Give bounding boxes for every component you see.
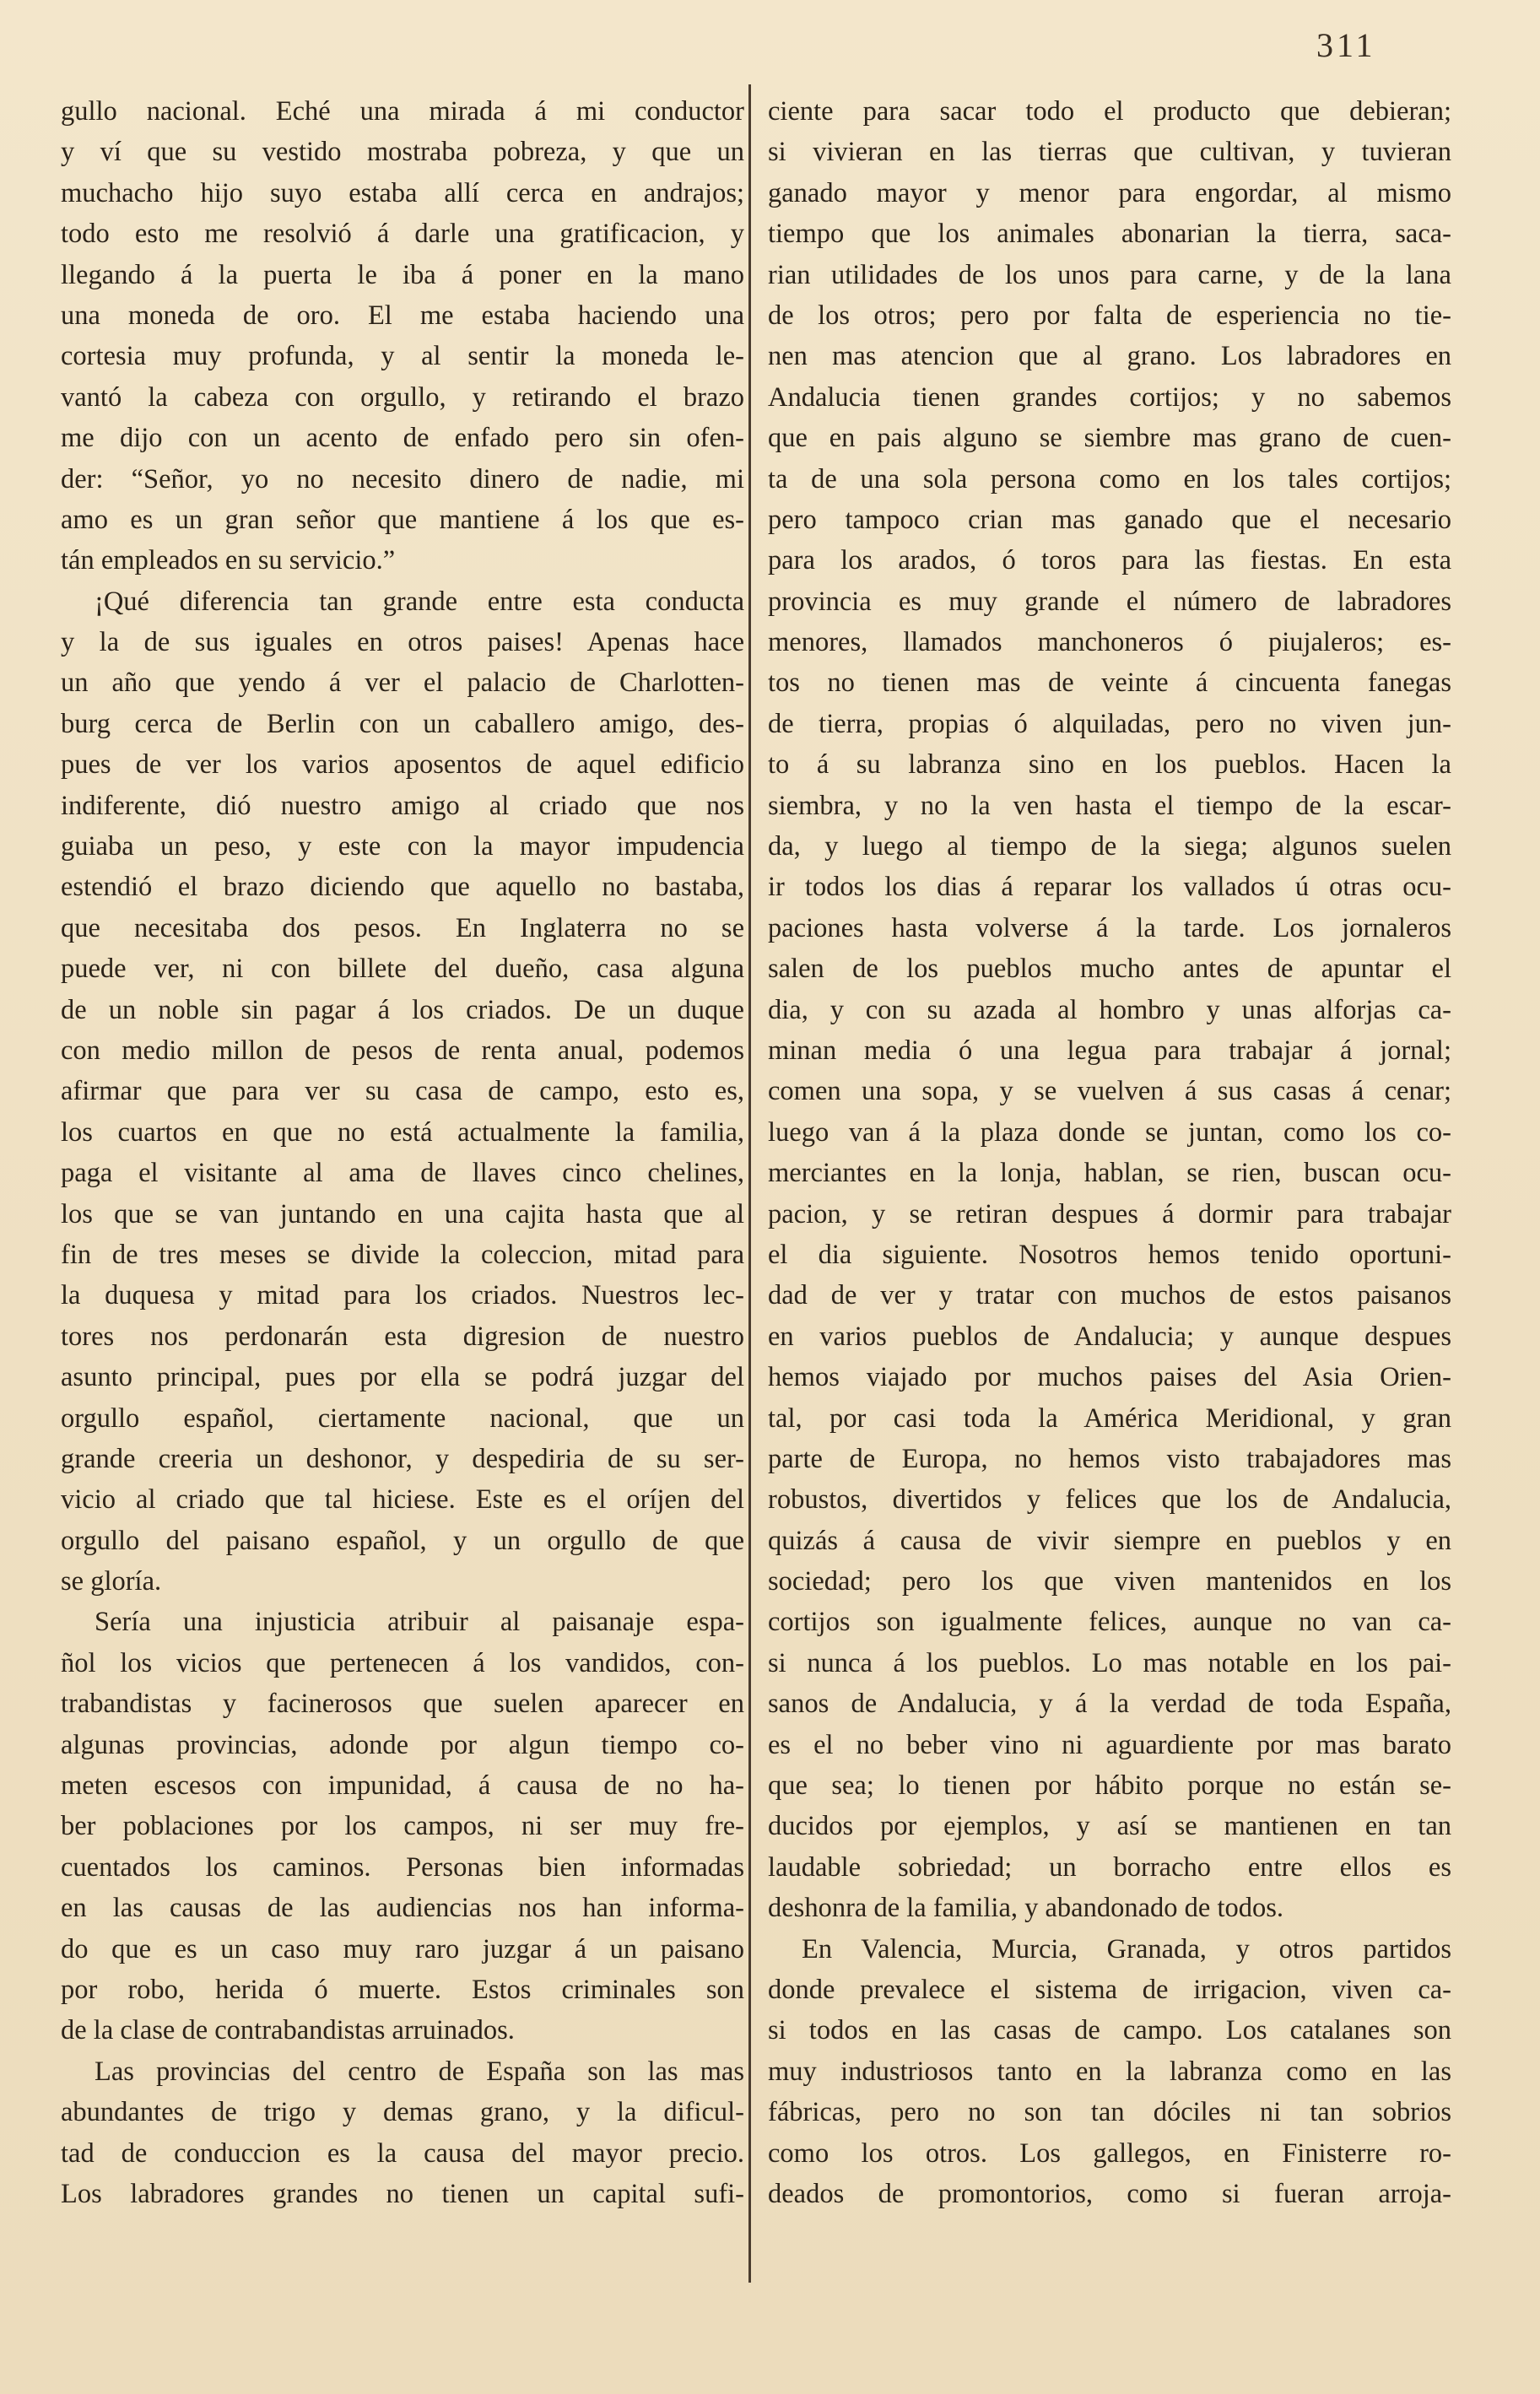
text-line: pero tampoco crian mas ganado que el necesario — [768, 504, 1451, 535]
text-line: En Valencia, Murcia, Granada, y otros partidos — [802, 1933, 1451, 1964]
text-line: salen de los pueblos mucho antes de apuntar el — [768, 954, 1451, 985]
text-line: hemos viajado por muchos paises del Asia Orien- — [768, 1362, 1451, 1393]
text-line: fábricas, pero no son tan dóciles ni tan sobrios — [768, 2097, 1451, 2128]
text-line: se gloría. — [61, 1566, 162, 1597]
text-line: tad de conduccion es la causa del mayor precio. — [61, 2137, 744, 2169]
text-line: sanos de Andalucia, y á la verdad de toda España, — [768, 1689, 1451, 1720]
text-line: tores nos perdonarán esta digresion de nuestro — [61, 1321, 744, 1352]
text-line: laudable sobriedad; un borracho entre ellos es — [768, 1851, 1451, 1883]
text-line: llegando á la puerta le iba á poner en la mano — [61, 259, 744, 290]
text-line: ñol los vicios que pertenecen á los vandidos, con- — [61, 1647, 744, 1678]
text-line: de tierra, propias ó alquiladas, pero no viven jun- — [768, 708, 1451, 739]
text-line: provincia es muy grande el número de labradores — [768, 586, 1451, 617]
text-line: puede ver, ni con billete del dueño, casa alguna — [61, 954, 744, 985]
text-line: cortesia muy profunda, y al sentir la moneda le- — [61, 341, 744, 372]
text-line: si nunca á los pueblos. Lo mas notable en los pai- — [768, 1647, 1451, 1678]
text-line: estendió el brazo diciendo que aquello no bastaba, — [61, 872, 744, 903]
text-line: guiaba un peso, y este con la mayor impudencia — [61, 831, 744, 862]
text-line: Los labradores grandes no tienen un capital sufi- — [61, 2178, 744, 2209]
text-line: en las causas de las audiencias nos han informa- — [61, 1893, 744, 1924]
text-line: que en pais alguno se siembre mas grano de cuen- — [768, 423, 1451, 454]
text-line: si vivieran en las tierras que cultivan, y tuvieran — [768, 137, 1451, 168]
text-line: ¡Qué diferencia tan grande entre esta conducta — [95, 586, 744, 617]
text-line: da, y luego al tiempo de la siega; algunos suelen — [768, 831, 1451, 862]
text-line: menores, llamados manchoneros ó piujaleros; es- — [768, 627, 1451, 658]
text-line: el dia siguiente. Nosotros hemos tenido oportuni- — [768, 1239, 1451, 1270]
text-line: de un noble sin pagar á los criados. De un duque — [61, 994, 744, 1025]
text-line: un año que yendo á ver el palacio de Charlotten- — [61, 667, 744, 699]
text-line: cuentados los caminos. Personas bien informadas — [61, 1851, 744, 1883]
text-line: y ví que su vestido mostraba pobreza, y que un — [61, 137, 744, 168]
text-line: deados de promontorios, como si fueran arroja- — [768, 2178, 1451, 2209]
text-line: los que se van juntando en una cajita hasta que al — [61, 1198, 744, 1229]
text-line: pues de ver los varios aposentos de aquel edificio — [61, 749, 744, 781]
text-line: burg cerca de Berlin con un caballero amigo, des- — [61, 708, 744, 739]
text-line: para los arados, ó toros para las fiestas. En esta — [768, 545, 1451, 576]
text-line: gullo nacional. Eché una mirada á mi conductor — [61, 96, 744, 127]
text-line: fin de tres meses se divide la coleccion, mitad para — [61, 1239, 744, 1270]
text-line: ciente para sacar todo el producto que debieran; — [768, 96, 1451, 127]
text-line: ducidos por ejemplos, y así se mantienen en tan — [768, 1811, 1451, 1842]
text-line: los cuartos en que no está actualmente la familia, — [61, 1116, 744, 1148]
text-line: orgullo español, ciertamente nacional, que un — [61, 1402, 744, 1434]
text-line: ber poblaciones por los campos, ni ser muy fre- — [61, 1811, 744, 1842]
text-line: luego van á la plaza donde se juntan, como los co- — [768, 1116, 1451, 1148]
text-line: paciones hasta volverse á la tarde. Los jornaleros — [768, 912, 1451, 943]
text-line: dia, y con su azada al hombro y unas alforjas ca- — [768, 994, 1451, 1025]
text-line: pacion, y se retiran despues á dormir para trabajar — [768, 1198, 1451, 1229]
text-line: cortijos son igualmente felices, aunque no van ca- — [768, 1607, 1451, 1638]
text-line: y la de sus iguales en otros paises! Apenas hace — [61, 627, 744, 658]
text-line: nen mas atencion que al grano. Los labradores en — [768, 341, 1451, 372]
text-line: de los otros; pero por falta de esperiencia no tie- — [768, 300, 1451, 331]
text-line: abundantes de trigo y demas grano, y la dificul- — [61, 2097, 744, 2128]
text-line: asunto principal, pues por ella se podrá juzgar del — [61, 1362, 744, 1393]
text-line: Andalucia tienen grandes cortijos; y no sabemos — [768, 381, 1451, 413]
text-line: tal, por casi toda la América Meridional, y gran — [768, 1402, 1451, 1434]
text-line: Las provincias del centro de España son las mas — [95, 2056, 744, 2087]
text-line: ganado mayor y menor para engordar, al mismo — [768, 177, 1451, 208]
text-line: comen una sopa, y se vuelven á sus casas á cenar; — [768, 1076, 1451, 1107]
text-line: todo esto me resolvió á darle una gratificacion, y — [61, 219, 744, 250]
text-line: vantó la cabeza con orgullo, y retirando el brazo — [61, 381, 744, 413]
left-column — [61, 91, 744, 2214]
text-line: quizás á causa de vivir siempre en pueblos y en — [768, 1525, 1451, 1556]
text-line: me dijo con un acento de enfado pero sin ofen- — [61, 423, 744, 454]
text-line: algunas provincias, adonde por algun tiempo co- — [61, 1729, 744, 1760]
text-line: der: “Señor, yo no necesito dinero de nadie, mi — [61, 463, 744, 494]
text-line: ta de una sola persona como en los tales cortijos; — [768, 463, 1451, 494]
text-line: por robo, herida ó muerte. Estos criminales son — [61, 1974, 744, 2005]
text-line: muy industriosos tanto en la labranza como en las — [768, 2056, 1451, 2087]
text-line: minan media ó una legua para trabajar á jornal; — [768, 1035, 1451, 1066]
text-line: paga el visitante al ama de llaves cinco chelines, — [61, 1158, 744, 1189]
text-line: es el no beber vino ni aguardiente por mas barato — [768, 1729, 1451, 1760]
text-line: la duquesa y mitad para los criados. Nuestros lec- — [61, 1280, 744, 1311]
text-line: deshonra de la familia, y abandonado de todos. — [768, 1893, 1283, 1924]
text-line: amo es un gran señor que mantiene á los que es- — [61, 504, 744, 535]
text-line: con medio millon de pesos de renta anual, podemos — [61, 1035, 744, 1066]
text-line: que necesitaba dos pesos. En Inglaterra no se — [61, 912, 744, 943]
text-line: meten escesos con impunidad, á causa de no ha- — [61, 1770, 744, 1802]
text-line: de la clase de contrabandistas arruinados. — [61, 2015, 515, 2046]
text-line: una moneda de oro. El me estaba haciendo una — [61, 300, 744, 331]
text-line: afirmar que para ver su casa de campo, esto es, — [61, 1076, 744, 1107]
text-line: sociedad; pero los que viven mantenidos en los — [768, 1566, 1451, 1597]
text-line: donde prevalece el sistema de irrigacion, viven ca- — [768, 1974, 1451, 2005]
text-line: indiferente, dió nuestro amigo al criado que nos — [61, 790, 744, 821]
text-line: tos no tienen mas de veinte á cincuenta fanegas — [768, 667, 1451, 699]
text-line: trabandistas y facinerosos que suelen aparecer en — [61, 1689, 744, 1720]
text-line: siembra, y no la ven hasta el tiempo de la escar- — [768, 790, 1451, 821]
text-line: robustos, divertidos y felices que los de Andalucia, — [768, 1484, 1451, 1516]
text-line: si todos en las casas de campo. Los catalanes son — [768, 2015, 1451, 2046]
text-line: vicio al criado que tal hiciese. Este es el oríjen del — [61, 1484, 744, 1516]
text-line: muchacho hijo suyo estaba allí cerca en andrajos; — [61, 177, 744, 208]
text-line: ir todos los dias á reparar los vallados ú otras ocu- — [768, 872, 1451, 903]
text-line: do que es un caso muy raro juzgar á un paisano — [61, 1933, 744, 1964]
text-line: parte de Europa, no hemos visto trabajadores mas — [768, 1443, 1451, 1474]
text-line: tán empleados en su servicio.” — [61, 545, 396, 576]
page-number: 311 — [1316, 26, 1376, 64]
text-line: merciantes en la lonja, hablan, se rien, buscan ocu- — [768, 1158, 1451, 1189]
text-line: en varios pueblos de Andalucia; y aunque despues — [768, 1321, 1451, 1352]
right-column — [768, 91, 1451, 2214]
text-line: como los otros. Los gallegos, en Finisterre ro- — [768, 2137, 1451, 2169]
text-line: que sea; lo tienen por hábito porque no están se- — [768, 1770, 1451, 1802]
text-line: rian utilidades de los unos para carne, y de la lana — [768, 259, 1451, 290]
text-line: tiempo que los animales abonarian la tierra, saca- — [768, 219, 1451, 250]
text-line: grande creeria un deshonor, y despediria de su ser- — [61, 1443, 744, 1474]
text-line: Sería una injusticia atribuir al paisanaje espa- — [95, 1607, 744, 1638]
text-line: to á su labranza sino en los pueblos. Hacen la — [768, 749, 1451, 781]
text-line: orgullo del paisano español, y un orgullo de que — [61, 1525, 744, 1556]
column-divider — [748, 84, 751, 2283]
text-line: dad de ver y tratar con muchos de estos paisanos — [768, 1280, 1451, 1311]
